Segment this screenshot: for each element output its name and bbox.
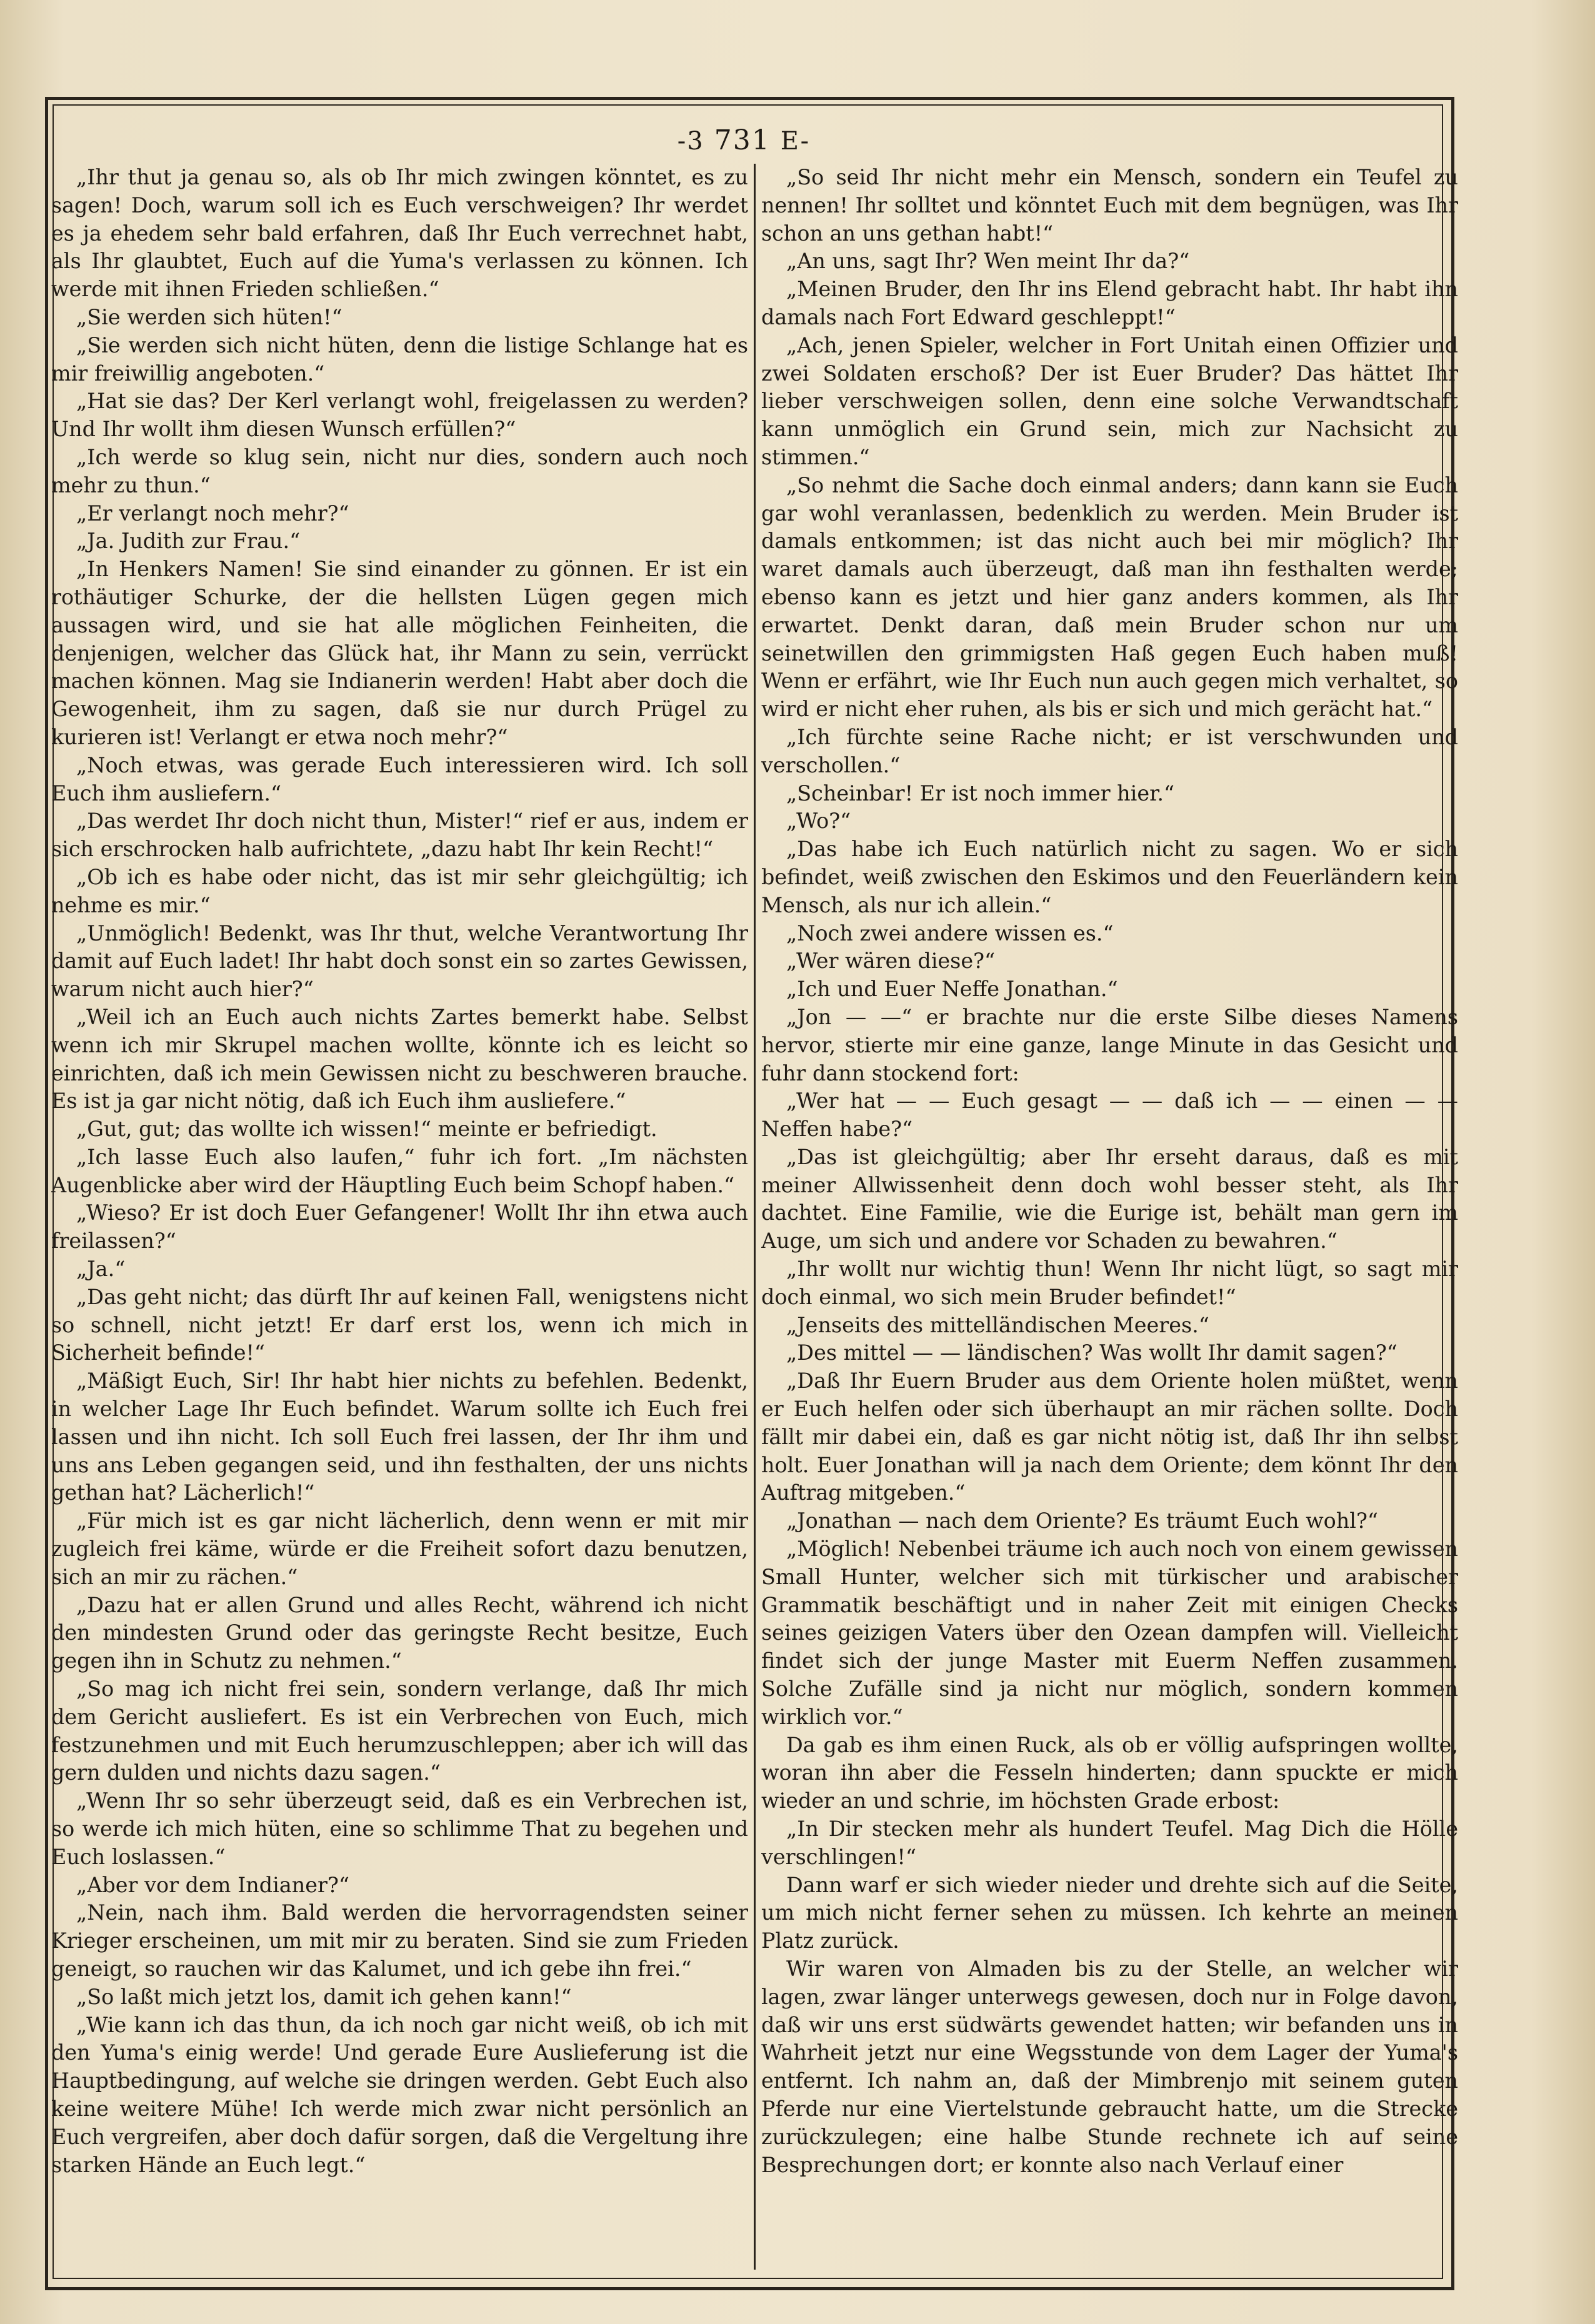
paragraph: „Gut, gut; das wollte ich wissen!“ meinte er befriedigt. (76, 1117, 658, 1142)
paragraph: „Das geht nicht; das dürft Ihr auf keinen Fall, wenigstens nicht so schnell, nicht jetzt! Er darf erst los, wenn ich mich in Sicherheit befinde!“ (51, 1284, 748, 1365)
paragraph: Dann warf er sich wieder nieder und drehte sich auf die Seite, um mich nicht ferner sehen zu müssen. Ich kehrte an meinen Platz zurück. (761, 1872, 1458, 1953)
paragraph: „In Dir stecken mehr als hundert Teufel. Mag Dich die Hölle verschlingen!“ (761, 1817, 1458, 1869)
paragraph: „Er verlangt noch mehr?“ (76, 501, 349, 526)
ornament-right: E- (780, 127, 811, 156)
paragraph: „Scheinbar! Er ist noch immer hier.“ (786, 780, 1175, 805)
paragraph: „Das ist gleichgültig; aber Ihr erseht daraus, daß es mit meiner Allwissenheit denn doch wohl besser steht, als Ihr dachtet. Eine Familie, wie die Eurige ist, behält man gern im Auge, um sich und andere vor Schaden zu bewahren.“ (761, 1144, 1458, 1254)
paragraph: Da gab es ihm einen Ruck, als ob er völlig aufspringen wollte, woran ihn aber die Fesseln hinderten; dann spuckte er mich wieder an und schrie, im höchsten Grade erbost: (761, 1732, 1458, 1813)
paragraph: „Jon — —“ er brachte nur die erste Silbe dieses Namens hervor, stierte mir eine ganze, lange Minute in das Gesicht und fuhr dann stockend fort: (761, 1004, 1458, 1085)
paragraph: „In Henkers Namen! Sie sind einander zu gönnen. Er ist ein rothäutiger Schurke, der die hellsten Lügen gegen mich aussagen wird, und sie hat alle möglichen Feinheiten, die denjenigen, welcher das Glück hat, ihr Mann zu sein, verrückt machen können. Mag sie Indianerin werden! Habt aber doch die Gewogenheit, ihm zu sagen, daß sie nur durch Prügel zu kurieren ist! Verlangt er etwa noch mehr?“ (51, 557, 748, 749)
paragraph: „Das werdet Ihr doch nicht thun, Mister!“ rief er aus, indem er sich erschrocken halb aufrichtete, „dazu habt Ihr kein Recht!“ (51, 809, 748, 862)
paragraph: „Ihr thut ja genau so, als ob Ihr mich zwingen könntet, es zu sagen! Doch, warum soll ich es Euch verschweigen? Ihr werdet es ja ehedem sehr bald erfahren, daß Ihr Euch verrechnet habt, als Ihr glaubtet, Euch auf die Yuma's verlassen zu können. Ich werde mit ihnen Frieden schließen.“ (51, 165, 748, 302)
paragraph: „Ich fürchte seine Rache nicht; er ist verschwunden und verschollen.“ (761, 724, 1458, 777)
paragraph: „Ja. Judith zur Frau.“ (76, 529, 301, 554)
paragraph: „Ihr wollt nur wichtig thun! Wenn Ihr nicht lügt, so sagt mir doch einmal, wo sich mein Bruder befindet!“ (761, 1257, 1458, 1309)
paragraph: „Des mittel — — ländischen? Was wollt Ihr damit sagen?“ (786, 1340, 1398, 1365)
paragraph: „Nein, nach ihm. Bald werden die hervorragendsten seiner Krieger erscheinen, um mit mir zu beraten. Sind sie zum Frieden geneigt, so rauchen wir das Kalumet, und ich gebe ihn frei.“ (51, 1900, 748, 1981)
paragraph: „Aber vor dem Indianer?“ (76, 1872, 349, 1897)
paragraph: „Wenn Ihr so sehr überzeugt seid, daß es ein Verbrechen ist, so werde ich mich hüten, eine so schlimme That zu begehen und Euch loslassen.“ (51, 1788, 748, 1869)
paragraph: „Daß Ihr Euern Bruder aus dem Oriente holen müßtet, wenn er Euch helfen oder sich überhaupt an mir rächen sollte. Doch fällt mir dabei ein, daß es gar nicht nötig ist, daß Ihr ihn selbst holt. Euer Jonathan will ja nach dem Oriente; dem könnt Ihr den Auftrag mitgeben.“ (761, 1369, 1458, 1505)
paragraph: Wir waren von Almaden bis zu der Stelle, an welcher wir lagen, zwar länger unterwegs gewesen, doch nur in Folge davon, daß wir uns erst südwärts gewendet hatten; wir befanden uns in Wahrheit jetzt nur eine Wegsstunde von dem Lager der Yuma's entfernt. Ich nahm an, daß der Mimbrenjo mit seinem guten Pferde nur eine Viertelstunde gebraucht hatte, um die Strecke zurückzulegen; eine halbe Stunde rechnete ich auf seine Besprechungen dort; er konnte also nach Verlauf einer (761, 1957, 1458, 2177)
paragraph: „Ob ich es habe oder nicht, das ist mir sehr gleichgültig; ich nehme es mir.“ (51, 864, 748, 917)
paragraph: „Möglich! Nebenbei träume ich auch noch von einem gewissen Small Hunter, welcher sich mit türkischer und arabischer Grammatik beschäftigt und in naher Zeit mit einigen Checks seines geizigen Vaters über den Ozean dampfen will. Vielleicht findet sich der junge Master mit Euerm Neffen zusammen. Solche Zufälle sind ja nicht nur möglich, sondern kommen wirklich vor.“ (761, 1537, 1458, 1729)
paragraph: „So mag ich nicht frei sein, sondern verlange, daß Ihr mich dem Gericht ausliefert. Es ist ein Verbrechen von Euch, mich festzunehmen und mit Euch herumzuschleppen; aber ich will das gern dulden und nichts dazu sagen.“ (51, 1677, 748, 1785)
paragraph: „So nehmt die Sache doch einmal anders; dann kann sie Euch gar wohl veranlassen, bedenklich zu werden. Mein Bruder ist damals entkommen; ist das nicht auch bei mir möglich? Ihr waret damals auch überzeugt, daß man ihn festhalten werde; ebenso kann es jetzt und hier ganz anders kommen, als Ihr erwartet. Denkt daran, daß mein Bruder schon nur um seinetwillen den grimmigsten Haß gegen Euch haben muß! Wenn er erfährt, wie Ihr Euch nun auch gegen mich verhaltet, so wird er nicht eher ruhen, als bis er sich und mich gerächt hat.“ (761, 472, 1458, 722)
paragraph: „Ja.“ (76, 1257, 126, 1282)
paragraph: „Meinen Bruder, den Ihr ins Elend gebracht habt. Ihr habt ihn damals nach Fort Edward geschleppt!“ (761, 277, 1458, 329)
paragraph: „Noch etwas, was gerade Euch interessieren wird. Ich soll Euch ihm ausliefern.“ (51, 752, 748, 805)
paragraph: „Ach, jenen Spieler, welcher in Fort Unitah einen Offizier und zwei Soldaten erschoß? Der ist Euer Bruder? Das hättet Ihr lieber verschweigen sollen, denn eine solche Verwandtschaft kann unmöglich ein Grund sein, mich zur Nachsicht zu stimmen.“ (761, 332, 1458, 469)
paragraph: „Wo?“ (786, 809, 851, 834)
paragraph: „Weil ich an Euch auch nichts Zartes bemerkt habe. Selbst wenn ich mir Skrupel machen wollte, könnte ich es leicht so einrichten, daß ich mein Gewissen nicht zu beschweren brauche. Es ist ja gar nicht nötig, daß ich Euch ihm ausliefere.“ (51, 1004, 748, 1114)
page-number: 731 (714, 124, 771, 156)
paragraph: „So laßt mich jetzt los, damit ich gehen kann!“ (76, 1984, 572, 2009)
paragraph: „Ich und Euer Neffe Jonathan.“ (786, 977, 1118, 1002)
right-column (761, 164, 1458, 2270)
paragraph: „Wer wären diese?“ (786, 949, 996, 974)
paragraph: „Sie werden sich nicht hüten, denn die listige Schlange hat es mir freiwillig angeboten.“ (51, 332, 748, 386)
paragraph: „Ich lasse Euch also laufen,“ fuhr ich fort. „Im nächsten Augenblicke aber wird der Häuptling Euch beim Schopf haben.“ (51, 1144, 748, 1197)
paragraph: „An uns, sagt Ihr? Wen meint Ihr da?“ (786, 249, 1190, 274)
ornament-left: -3 (677, 127, 704, 156)
paragraph: „Noch zwei andere wissen es.“ (786, 920, 1114, 945)
paragraph: „Mäßigt Euch, Sir! Ihr habt hier nichts zu befehlen. Bedenkt, in welcher Lage Ihr Euch befindet. Warum sollte ich Euch frei lassen und ihn nicht. Ich soll Euch frei lassen, der Ihr ihm und uns ans Leben gegangen seid, und ihn festhalten, der uns nichts gethan hat? Lächerlich!“ (51, 1369, 748, 1505)
paragraph: „Hat sie das? Der Kerl verlangt wohl, freigelassen zu werden? Und Ihr wollt ihm diesen Wunsch erfüllen?“ (51, 389, 748, 442)
paragraph: „Für mich ist es gar nicht lächerlich, denn wenn er mit mir zugleich frei käme, würde er die Freiheit sofort dazu benutzen, sich an mir zu rächen.“ (51, 1509, 748, 1589)
paragraph: „Wie kann ich das thun, da ich noch gar nicht weiß, ob ich mit den Yuma's einig werde! Und gerade Eure Auslieferung ist die Hauptbedingung, auf welche sie dringen werden. Gebt Euch also keine weitere Mühe! Ich werde mich zwar nicht persönlich an Euch vergreifen, aber doch dafür sorgen, daß die Vergeltung ihre starken Hände an Euch legt.“ (51, 2012, 748, 2177)
paragraph: „Jonathan — nach dem Oriente? Es träumt Euch wohl?“ (786, 1509, 1378, 1534)
paragraph: „Das habe ich Euch natürlich nicht zu sagen. Wo er sich befindet, weiß zwischen den Eskimos und den Feuerländern kein Mensch, als nur ich allein.“ (761, 837, 1458, 917)
paragraph: „Jenseits des mittelländischen Meeres.“ (786, 1312, 1209, 1337)
paragraph: „So seid Ihr nicht mehr ein Mensch, sondern ein Teufel zu nennen! Ihr solltet und könntet Euch mit dem begnügen, was Ihr schon an uns gethan habt!“ (761, 165, 1458, 246)
paragraph: „Wieso? Er ist doch Euer Gefangener! Wollt Ihr ihn etwa auch freilassen?“ (51, 1200, 748, 1254)
paragraph: „Ich werde so klug sein, nicht nur dies, sondern auch noch mehr zu thun.“ (51, 444, 748, 497)
paragraph: „Unmöglich! Bedenkt, was Ihr thut, welche Verantwortung Ihr damit auf Euch ladet! Ihr habt doch sonst ein so zartes Gewissen, warum nicht auch hier?“ (51, 920, 748, 1002)
paragraph: „Sie werden sich hüten!“ (76, 304, 342, 329)
left-column (51, 164, 748, 2270)
paragraph: „Wer hat — — Euch gesagt — — daß ich — — einen — — Neffen habe?“ (761, 1089, 1458, 1142)
paragraph: „Dazu hat er allen Grund und alles Recht, während ich nicht den mindesten Grund oder das geringste Recht besitze, Euch gegen ihn in Schutz zu nehmen.“ (51, 1592, 748, 1673)
page-number-header (662, 119, 825, 162)
column-divider (754, 164, 756, 2270)
